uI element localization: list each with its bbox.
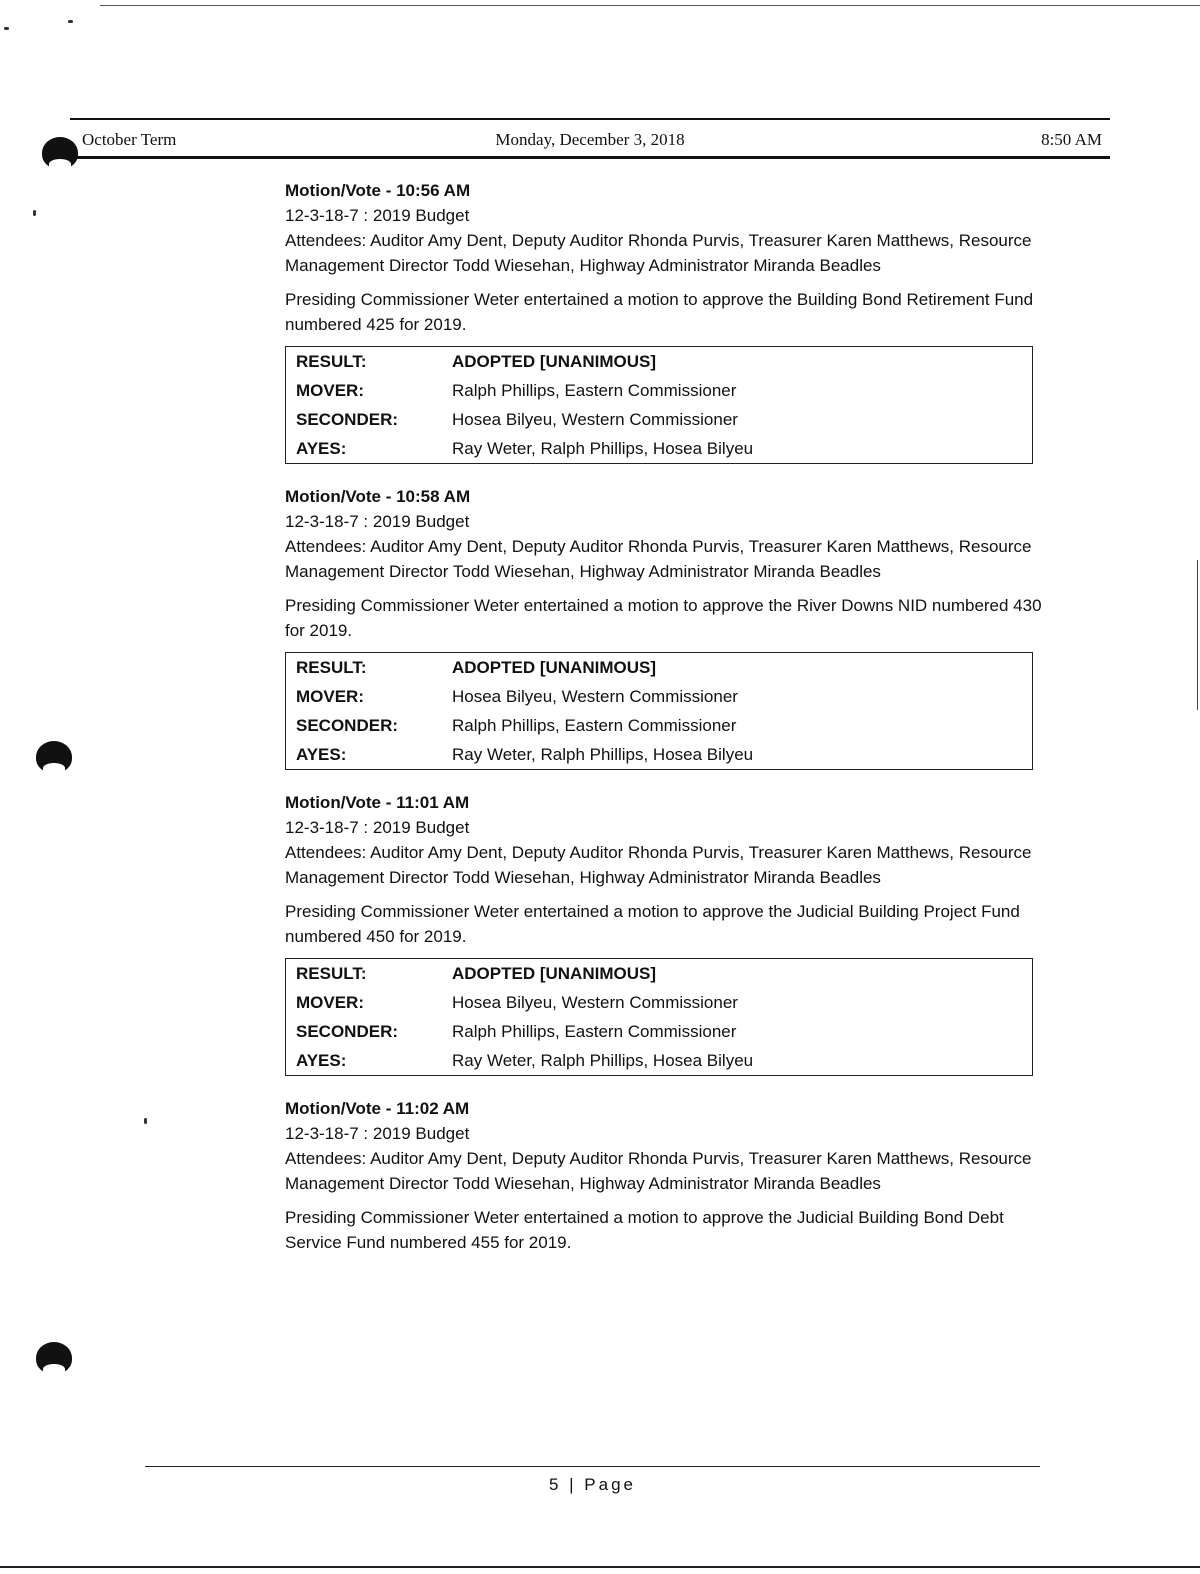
vote-table — [285, 346, 1033, 464]
motion-description: Presiding Commissioner Weter entertained a motion to approve the River Downs NID numbered 430 for 2019. — [285, 596, 1042, 640]
scan-edge-right — [1197, 560, 1198, 710]
scan-edge-top — [100, 5, 1200, 6]
seconder-value: Ralph Phillips, Eastern Commissioner — [452, 1022, 737, 1041]
page-footer — [145, 1466, 1040, 1494]
motion-block — [285, 484, 1045, 770]
seconder-label: SECONDER: — [296, 716, 399, 735]
seconder-value: Ralph Phillips, Eastern Commissioner — [452, 716, 737, 735]
agenda-item: 12-3-18-7 : 2019 Budget — [285, 1124, 470, 1143]
motion-title: Motion/Vote - 10:58 AM — [285, 487, 471, 506]
vote-table — [285, 652, 1033, 770]
attendees-text: Attendees: Auditor Amy Dent, Deputy Auditor Rhonda Purvis, Treasurer Karen Matthews, Resource Management Director Todd Wiesehan, Highway Administrator Miranda Beadles — [285, 843, 1032, 887]
motion-block — [285, 178, 1045, 464]
scan-speck — [4, 27, 9, 30]
header-date: Monday, December 3, 2018 — [495, 130, 685, 149]
agenda-item: 12-3-18-7 : 2019 Budget — [285, 818, 470, 837]
ayes-row — [286, 1046, 1033, 1076]
mover-label: MOVER: — [296, 993, 364, 1012]
page-header — [70, 118, 1110, 160]
ayes-label: AYES: — [296, 439, 347, 458]
motion-description: Presiding Commissioner Weter entertained a motion to approve the Judicial Building Project Fund numbered 450 for 2019. — [285, 902, 1020, 946]
seconder-row — [286, 711, 1033, 740]
seconder-label: SECONDER: — [296, 410, 399, 429]
result-label: RESULT: — [296, 352, 367, 371]
motion-description: Presiding Commissioner Weter entertained a motion to approve the Building Bond Retirement Fund numbered 425 for 2019. — [285, 290, 1034, 334]
motion-description: Presiding Commissioner Weter entertained a motion to approve the Judicial Building Bond Debt Service Fund numbered 455 for 2019. — [285, 1208, 1004, 1252]
mover-value: Hosea Bilyeu, Western Commissioner — [452, 993, 738, 1012]
header-rule-bottom — [70, 156, 1110, 159]
attendees-text: Attendees: Auditor Amy Dent, Deputy Auditor Rhonda Purvis, Treasurer Karen Matthews, Resource Management Director Todd Wiesehan, Highway Administrator Miranda Beadles — [285, 1149, 1032, 1193]
result-row — [286, 347, 1033, 377]
punch-hole-mark — [36, 1342, 72, 1374]
ayes-value: Ray Weter, Ralph Phillips, Hosea Bilyeu — [452, 439, 754, 458]
page-number: 5 | Page — [548, 1475, 637, 1494]
punch-hole-mark — [36, 741, 72, 773]
motion-block — [285, 790, 1045, 1076]
mover-row — [286, 988, 1033, 1017]
ayes-row — [286, 434, 1033, 464]
result-value: ADOPTED [UNANIMOUS] — [452, 658, 656, 677]
minutes-content — [285, 178, 1045, 1267]
ayes-value: Ray Weter, Ralph Phillips, Hosea Bilyeu — [452, 1051, 754, 1070]
result-value: ADOPTED [UNANIMOUS] — [452, 964, 656, 983]
motion-title: Motion/Vote - 11:02 AM — [285, 1099, 470, 1118]
motion-block — [285, 1096, 1045, 1255]
attendees-text: Attendees: Auditor Amy Dent, Deputy Auditor Rhonda Purvis, Treasurer Karen Matthews, Resource Management Director Todd Wiesehan, Highway Administrator Miranda Beadles — [285, 231, 1032, 275]
header-rule-top — [70, 118, 1110, 120]
ayes-label: AYES: — [296, 745, 347, 764]
mover-row — [286, 376, 1033, 405]
mover-value: Ralph Phillips, Eastern Commissioner — [452, 381, 737, 400]
ayes-value: Ray Weter, Ralph Phillips, Hosea Bilyeu — [452, 745, 754, 764]
result-label: RESULT: — [296, 658, 367, 677]
motion-title: Motion/Vote - 10:56 AM — [285, 181, 471, 200]
agenda-item: 12-3-18-7 : 2019 Budget — [285, 512, 470, 531]
result-value: ADOPTED [UNANIMOUS] — [452, 352, 656, 371]
mover-label: MOVER: — [296, 381, 364, 400]
scan-speck — [68, 20, 73, 23]
seconder-row — [286, 1017, 1033, 1046]
seconder-value: Hosea Bilyeu, Western Commissioner — [452, 410, 738, 429]
vote-table — [285, 958, 1033, 1076]
header-time: 8:50 AM — [1041, 130, 1102, 149]
mover-value: Hosea Bilyeu, Western Commissioner — [452, 687, 738, 706]
attendees-text: Attendees: Auditor Amy Dent, Deputy Auditor Rhonda Purvis, Treasurer Karen Matthews, Resource Management Director Todd Wiesehan, Highway Administrator Miranda Beadles — [285, 537, 1032, 581]
scan-speck — [144, 1118, 147, 1124]
header-term: October Term — [82, 130, 177, 149]
result-row — [286, 653, 1033, 683]
seconder-row — [286, 405, 1033, 434]
mover-label: MOVER: — [296, 687, 364, 706]
mover-row — [286, 682, 1033, 711]
motion-title: Motion/Vote - 11:01 AM — [285, 793, 470, 812]
scan-speck — [33, 210, 36, 216]
result-label: RESULT: — [296, 964, 367, 983]
ayes-label: AYES: — [296, 1051, 347, 1070]
ayes-row — [286, 740, 1033, 770]
agenda-item: 12-3-18-7 : 2019 Budget — [285, 206, 470, 225]
seconder-label: SECONDER: — [296, 1022, 399, 1041]
result-row — [286, 959, 1033, 989]
scan-edge-bottom — [0, 1566, 1200, 1568]
